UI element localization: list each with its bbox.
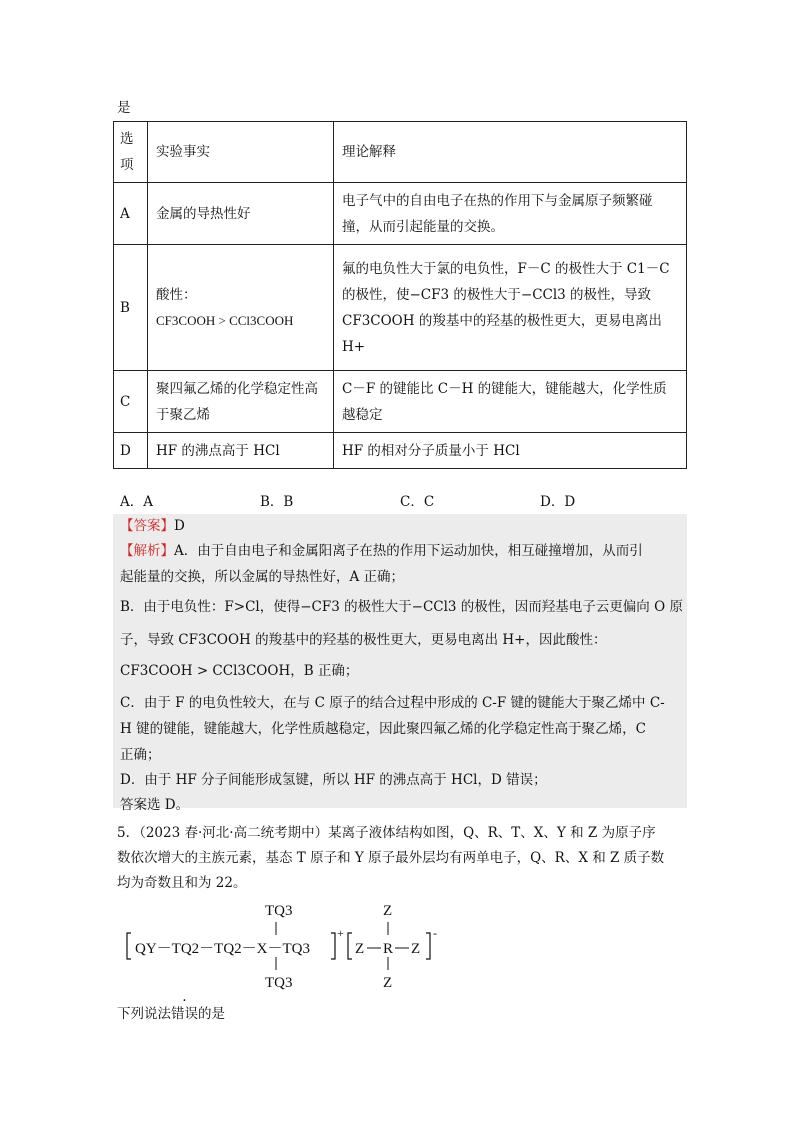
anion-left-z: Z [355,941,365,957]
top-group: TQ3 [265,903,293,919]
table-row [114,245,687,371]
row-explanation: C－F 的键能比 C－H 的键能大，键能越大，化学性质 越稳定 [334,371,687,433]
analysis-line: 正确； [120,747,161,763]
row-fact: 酸性： CF3COOH > CCl3COOH [148,245,334,371]
header-fact: 实验事实 [148,122,334,183]
choice-c[interactable]: C．C [400,494,435,510]
answer-line [120,516,185,536]
lead-text: 是 [117,100,131,116]
analysis-line: 子，导致 CF3COOH 的羧基中的羟基的极性更大，更易电离出 H+，因此酸性： [120,632,607,648]
anion-bottom-z: Z [383,975,393,991]
table-header-row [114,122,687,183]
anion-bracket-right [426,933,430,959]
analysis-line: 起能量的交换，所以金属的导热性好，A 正确； [120,569,405,585]
acidity-formula: CF3COOH > CCl3COOH [156,312,294,328]
anion-right-z: Z [411,941,421,957]
analysis-line: H 键的键能，键能越大，化学性质越稳定，因此聚四氟乙烯的化学稳定性高于聚乙烯，C [120,721,646,737]
choice-b[interactable]: B．B [260,494,294,510]
analysis-line: B．由于电负性：F>Cl，使得−CF3 的极性大于−CCl3 的极性，因而羟基电子云更偏向 O 原 [120,599,683,615]
anion-center: R [383,941,394,957]
row-option: C [114,371,148,433]
analysis-line: 【解析】A．由于自由电子和金属阳离子在热的作用下运动加快，相互碰撞增加，从而引 [120,543,643,559]
anion-bracket-left [348,933,352,959]
header-explanation: 理论解释 [334,122,687,183]
experiment-table [113,121,687,469]
row-fact: 聚四氟乙烯的化学稳定性高 于聚乙烯 [148,371,334,433]
row-option: A [114,183,148,245]
choice-a[interactable]: A．A [120,494,153,510]
bottom-group: TQ3 [265,975,293,991]
question-stem-line: 5．（2023 春·河北·高二统考期中）某离子液体结构如图，Q、R、T、X、Y 和 Z 为原子序 [117,825,656,841]
table-row [114,371,687,433]
analysis-line: CF3COOH > CCl3COOH，B 正确； [120,663,359,679]
analysis-line: C．由于 F 的电负性较大，在与 C 原子的结合过程中形成的 C-F 键的键能大于聚乙烯中 C- [120,695,665,711]
row-explanation: 氟的电负性大于氯的电负性，F－C 的极性大于 C1－C 的极性，使−CF3 的极性大于−CCl3 的极性，导致 CF3COOH 的羧基中的羟基的极性更大，更易电离出 H+ [334,245,687,371]
emphasis-word: 错误 [171,1006,198,1022]
cation-chain: QY－TQ2－TQ2－X－TQ3 [135,941,310,957]
row-fact: HF 的沸点高于 HCl [148,433,334,469]
question-prompt: 下列说法错误的是 [117,1003,697,1025]
question-stem-line: 均为奇数且和为 22。 [117,875,247,891]
analysis-line: 答案选 D。 [120,797,190,813]
anion-top-z: Z [383,903,393,919]
analysis-line: D．由于 HF 分子间能形成氢键，所以 HF 的沸点高于 HCl，D 错误； [120,772,547,788]
row-explanation: 电子气中的自由电子在热的作用下与金属原子频繁碰 撞，从而引起能量的交换。 [334,183,687,245]
row-fact: 金属的导热性好 [148,183,334,245]
anion-charge: - [433,926,437,940]
ionic-liquid-structure [125,895,455,995]
analysis-tag: 【解析】 [120,543,174,559]
table-row [114,183,687,245]
cation-bracket-right [331,933,335,959]
cation-charge: + [337,926,344,940]
choice-d[interactable]: D．D [540,494,576,510]
question-stem-line: 数依次增大的主族元素，基态 T 原子和 Y 原子最外层均有两单电子，Q、R、X 和 Z 质子数 [117,850,665,866]
answer-value: D [174,518,185,534]
cation-bracket-left [127,933,131,959]
header-option: 选 项 [114,122,148,183]
row-option: D [114,433,148,469]
answer-tag: 【答案】 [120,518,174,534]
row-explanation: HF 的相对分子质量小于 HCl [334,433,687,469]
row-option: B [114,245,148,371]
table-row [114,433,687,469]
